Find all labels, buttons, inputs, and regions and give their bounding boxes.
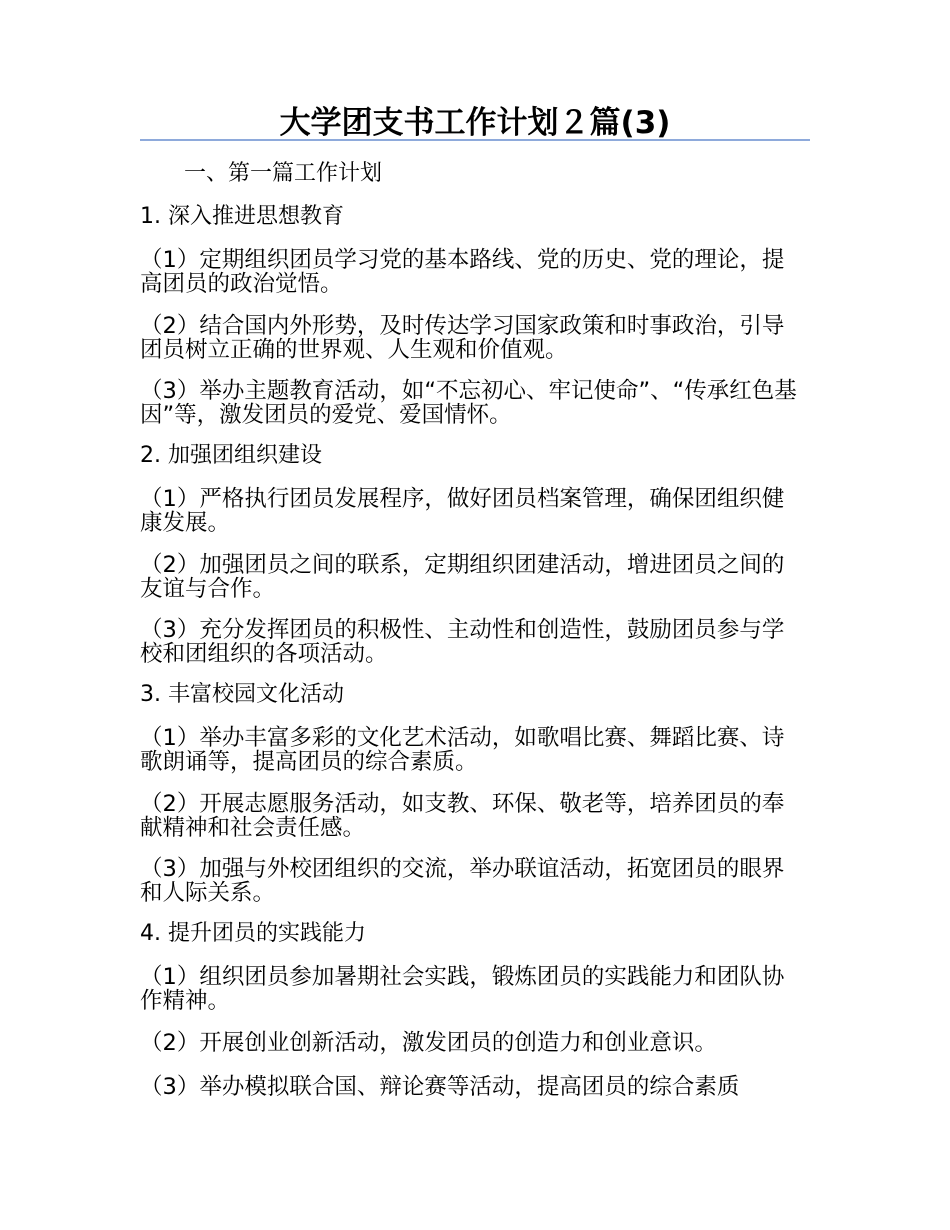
group-2-item-1: （1）严格执行团员发展程序，做好团员档案管理，确保团组织健康发展。: [140, 486, 785, 536]
group-2-item-2: （2）加强团员之间的联系，定期组织团建活动，增进团员之间的友谊与合作。: [140, 552, 785, 602]
group-4-item-1: （1）组织团员参加暑期社会实践，锻炼团员的实践能力和团队协作精神。: [140, 964, 785, 1014]
group-heading-3: 3. 丰富校园文化活动: [140, 682, 344, 707]
group-heading-2: 2. 加强团组织建设: [140, 443, 322, 468]
group-1-item-3: （3）举办主题教育活动，如“不忘初心、牢记使命”、“传承红色基因”等，激发团员的爱党、爱国情怀。: [140, 378, 797, 428]
section-heading: 一、第一篇工作计划: [184, 161, 383, 186]
group-2-item-3: （3）充分发挥团员的积极性、主动性和创造性，鼓励团员参与学校和团组织的各项活动。: [140, 617, 785, 667]
group-3-item-1: （1）举办丰富多彩的文化艺术活动，如歌唱比赛、舞蹈比赛、诗歌朗诵等，提高团员的综合素质。: [140, 725, 785, 775]
group-4-item-2: （2）开展创业创新活动，激发团员的创造力和创业意识。: [140, 1030, 717, 1056]
group-3-item-2: （2）开展志愿服务活动，如支教、环保、敬老等，培养团员的奉献精神和社会责任感。: [140, 791, 785, 841]
group-heading-1: 1. 深入推进思想教育: [140, 204, 344, 229]
group-4-item-3: （3）举办模拟联合国、辩论赛等活动，提高团员的综合素质: [140, 1074, 740, 1100]
document-title: 大学团支书工作计划２篇(3): [279, 105, 671, 141]
group-heading-4: 4. 提升团员的实践能力: [140, 921, 366, 946]
group-1-item-1: （1）定期组织团员学习党的基本路线、党的历史、党的理论，提高团员的政治觉悟。: [140, 247, 785, 297]
group-3-item-3: （3）加强与外校团组织的交流，举办联谊活动，拓宽团员的眼界和人际关系。: [140, 856, 785, 906]
title-underline: [140, 139, 810, 141]
group-1-item-2: （2）结合国内外形势，及时传达学习国家政策和时事政治，引导团员树立正确的世界观、人生观和价值观。: [140, 313, 785, 363]
